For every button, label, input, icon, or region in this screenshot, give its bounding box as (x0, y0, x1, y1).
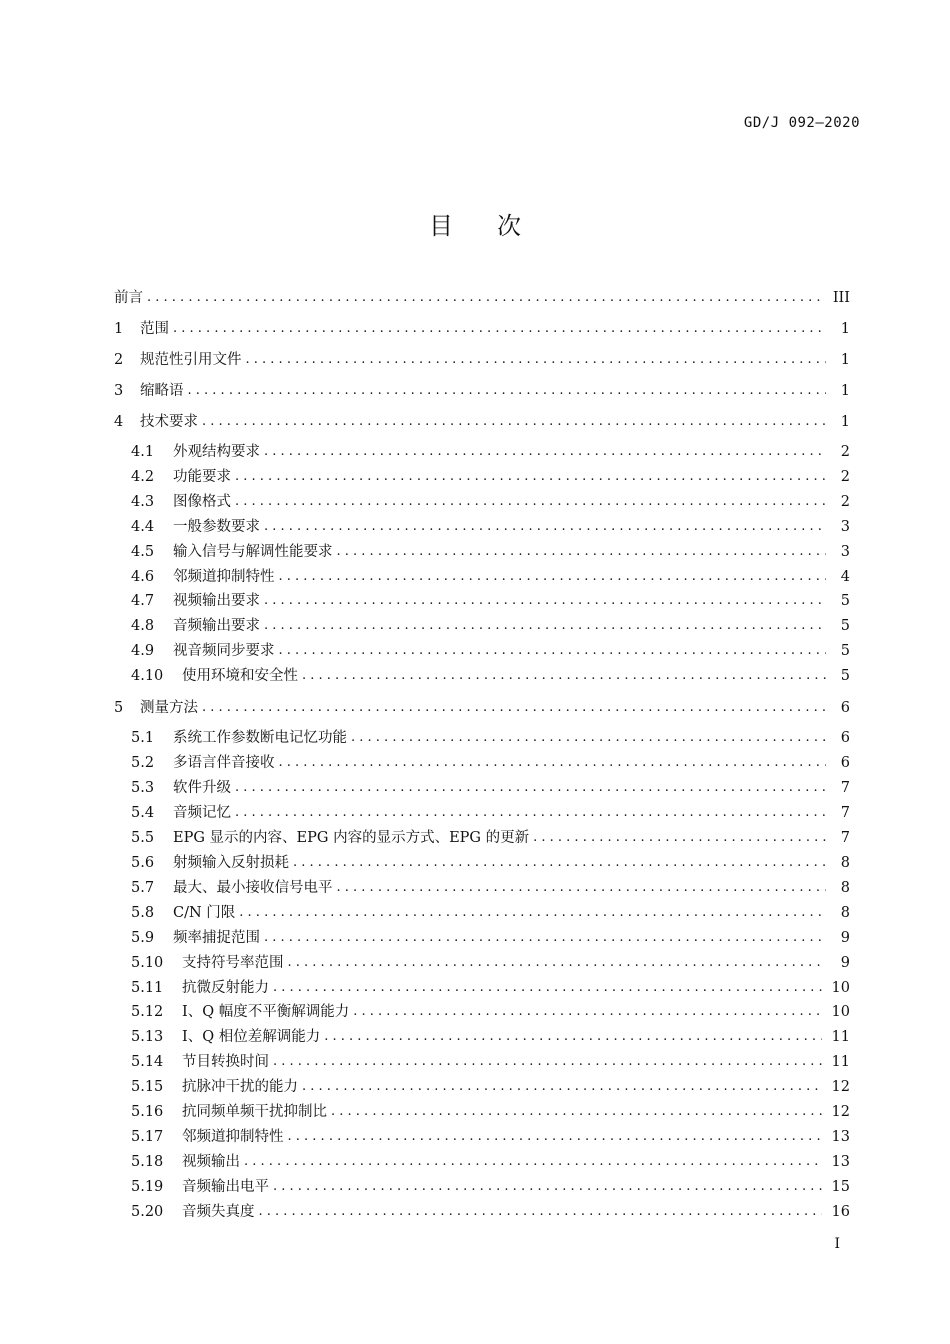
toc-entry-label: I、Q 幅度不平衡解调能力 (182, 1004, 350, 1021)
toc-entry-label: 范围 (140, 321, 169, 337)
dot-leader (173, 318, 826, 340)
toc-entry-page: 13 (831, 1154, 850, 1171)
dot-leader (288, 952, 827, 974)
toc-entry-number: 5.9 (131, 929, 155, 946)
toc-entry[interactable] (131, 977, 850, 999)
toc-entry-page: 4 (840, 568, 850, 585)
toc-entry[interactable] (131, 927, 850, 949)
toc-entry-label: 邻频道抑制特性 (182, 1129, 284, 1146)
toc-entry-number: 1 (114, 321, 124, 337)
toc-entry[interactable] (131, 466, 850, 488)
toc-entry[interactable] (131, 777, 850, 799)
toc-entry-number: 4.2 (131, 468, 155, 485)
toc-entry-page: 5 (840, 668, 850, 685)
dot-leader (293, 852, 826, 874)
dot-leader (353, 1001, 821, 1023)
toc-entry-page: 2 (840, 444, 850, 460)
toc-entry-page: 8 (840, 854, 850, 871)
toc-entry-number: 4.9 (131, 643, 155, 660)
toc-entry-page: 3 (840, 518, 850, 535)
toc-entry-label: 软件升级 (173, 779, 231, 796)
toc-entry-number: 5.1 (131, 730, 155, 746)
toc-entry-label: 抗脉冲干扰的能力 (182, 1079, 298, 1096)
toc-entry[interactable] (114, 287, 850, 309)
toc-entry-page: 16 (831, 1204, 850, 1221)
toc-entry-label: 抗同频单频干扰抑制比 (182, 1104, 327, 1121)
toc-entry[interactable] (131, 1151, 850, 1173)
toc-entry-number: 5.2 (131, 754, 155, 771)
toc-entry-number: 5.11 (131, 979, 164, 996)
dot-leader (235, 777, 826, 799)
toc-entry-label: I、Q 相位差解调能力 (182, 1029, 321, 1046)
dot-leader (235, 802, 826, 824)
page-title: 目次 (429, 212, 565, 240)
toc-entry[interactable] (131, 590, 850, 612)
dot-leader (279, 752, 827, 774)
toc-entry-number: 5 (114, 700, 124, 716)
toc-entry[interactable] (131, 727, 850, 749)
dot-leader (279, 640, 827, 662)
toc-entry-page: 10 (831, 979, 850, 996)
dot-leader (288, 1126, 822, 1148)
toc-entry-label: 射频输入反射损耗 (173, 854, 289, 871)
toc-entry-number: 2 (114, 352, 124, 368)
dot-leader (264, 590, 826, 612)
toc-entry-page: 7 (840, 804, 850, 821)
toc-entry-number: 5.6 (131, 854, 155, 871)
toc-entry-number: 4.4 (131, 518, 155, 535)
dot-leader (331, 1101, 822, 1123)
toc-entry-label: 最大、最小接收信号电平 (173, 879, 333, 896)
toc-entry-page: 2 (840, 493, 850, 510)
toc-entry-label: 音频输出要求 (173, 618, 260, 635)
toc-entry-page: 6 (840, 730, 850, 746)
toc-entry-label: 邻频道抑制特性 (173, 568, 275, 585)
toc-entry-page: III (832, 290, 850, 306)
toc-entry-page: 8 (840, 879, 850, 896)
toc-entry-page: 9 (840, 954, 850, 971)
toc-entry-number: 4.5 (131, 543, 155, 560)
toc-entry[interactable] (131, 566, 850, 588)
toc-entry[interactable] (131, 1176, 850, 1198)
toc-entry[interactable] (131, 1101, 850, 1123)
toc-entry-label: 节目转换时间 (182, 1054, 269, 1071)
dot-leader (279, 566, 827, 588)
dot-leader (246, 349, 827, 371)
dot-leader (351, 727, 826, 749)
toc-entry-page: 9 (840, 929, 850, 946)
dot-leader (244, 1151, 822, 1173)
toc-entry-page: 11 (831, 1029, 850, 1046)
toc-entry-label: 规范性引用文件 (140, 352, 242, 368)
toc-entry-page: 13 (831, 1129, 850, 1146)
toc-entry-number: 3 (114, 383, 124, 399)
dot-leader (337, 877, 827, 899)
toc-entry-number: 5.14 (131, 1054, 164, 1071)
toc-entry[interactable] (131, 1001, 850, 1023)
toc-entry-label: 功能要求 (173, 468, 231, 485)
dot-leader (202, 697, 826, 719)
dot-leader (264, 516, 826, 538)
toc-entry-number: 4.1 (131, 444, 155, 460)
toc-entry-page: 1 (840, 352, 850, 368)
toc-entry-label: 视频输出 (182, 1154, 240, 1171)
toc-entry-page: 6 (840, 754, 850, 771)
toc-entry-label: 技术要求 (140, 414, 198, 430)
toc-entry[interactable] (114, 697, 850, 719)
dot-leader (533, 827, 826, 849)
toc-entry-number: 4.6 (131, 568, 155, 585)
toc-entry-number: 4.3 (131, 493, 155, 510)
toc-entry[interactable] (131, 640, 850, 662)
toc-entry-label: 音频记忆 (173, 804, 231, 821)
dot-leader (302, 665, 826, 687)
toc-entry-number: 5.20 (131, 1204, 164, 1221)
toc-entry[interactable] (131, 441, 850, 463)
toc-entry-number: 5.3 (131, 779, 155, 796)
toc-entry[interactable] (131, 1051, 850, 1073)
toc-entry-page: 5 (840, 643, 850, 660)
toc-entry-page: 12 (831, 1079, 850, 1096)
toc-entry-label: 输入信号与解调性能要求 (173, 543, 333, 560)
toc-entry-label: 使用环境和安全性 (182, 668, 298, 685)
toc-entry[interactable] (114, 349, 850, 371)
toc-entry-number: 5.17 (131, 1129, 164, 1146)
toc-entry-number: 4.7 (131, 593, 155, 610)
toc-entry[interactable] (131, 827, 850, 849)
toc-entry-number: 5.5 (131, 829, 155, 846)
toc-entry-page: 1 (840, 383, 850, 399)
toc-entry[interactable] (131, 802, 850, 824)
toc-entry-label: 支持符号率范围 (182, 954, 284, 971)
toc-entry-page: 11 (831, 1054, 850, 1071)
dot-leader (273, 977, 822, 999)
dot-leader (264, 441, 826, 463)
page-number: I (834, 1236, 840, 1252)
dot-leader (273, 1176, 822, 1198)
dot-leader (324, 1026, 821, 1048)
toc-entry-number: 4.8 (131, 618, 155, 635)
toc-entry-page: 12 (831, 1104, 850, 1121)
toc-entry-label: 音频输出电平 (182, 1179, 269, 1196)
toc-entry-number: 4 (114, 414, 124, 430)
toc-entry-page: 3 (840, 543, 850, 560)
dot-leader (202, 411, 826, 433)
toc-entry[interactable] (131, 852, 850, 874)
toc-entry-label: 系统工作参数断电记忆功能 (173, 730, 347, 746)
toc-entry[interactable] (131, 1126, 850, 1148)
toc-entry[interactable] (131, 752, 850, 774)
toc-entry-number: 5.16 (131, 1104, 164, 1121)
toc-entry-number: 5.13 (131, 1029, 164, 1046)
dot-leader (259, 1201, 822, 1223)
dot-leader (235, 466, 826, 488)
toc-entry[interactable] (131, 615, 850, 637)
toc-entry-page: 1 (840, 414, 850, 430)
toc-entry-number: 5.15 (131, 1079, 164, 1096)
toc-entry-page: 1 (840, 321, 850, 337)
toc-entry[interactable] (131, 1076, 850, 1098)
toc-entry-page: 7 (840, 829, 850, 846)
toc-entry-label: 抗微反射能力 (182, 979, 269, 996)
toc-entry-page: 5 (840, 618, 850, 635)
toc-entry-label: 测量方法 (140, 700, 198, 716)
toc-entry-label: 前言 (114, 290, 143, 306)
toc-entry-page: 2 (840, 468, 850, 485)
toc-entry-page: 8 (840, 904, 850, 921)
toc-entry-label: 多语言伴音接收 (173, 754, 275, 771)
toc-entry-label: 一般参数要求 (173, 518, 260, 535)
toc-entry[interactable] (131, 877, 850, 899)
toc-entry[interactable] (131, 491, 850, 513)
dot-leader (337, 541, 827, 563)
dot-leader (302, 1076, 822, 1098)
toc-entry-label: 音频失真度 (182, 1204, 255, 1221)
toc-entry-label: 外观结构要求 (173, 444, 260, 460)
toc-entry[interactable] (114, 411, 850, 433)
dot-leader (188, 380, 827, 402)
toc-entry[interactable] (114, 380, 850, 402)
standard-code: GD/J 092—2020 (743, 115, 860, 131)
toc-entry-number: 5.12 (131, 1004, 164, 1021)
toc-entry[interactable] (131, 952, 850, 974)
toc-entry-page: 15 (831, 1179, 850, 1196)
toc-entry-page: 10 (831, 1004, 850, 1021)
toc-entry[interactable] (114, 318, 850, 340)
toc-entry[interactable] (131, 541, 850, 563)
toc-entry-number: 5.10 (131, 954, 164, 971)
toc-entry-label: 缩略语 (140, 383, 184, 399)
toc-entry-number: 5.18 (131, 1154, 164, 1171)
dot-leader (235, 491, 826, 513)
toc-entry-number: 5.7 (131, 879, 155, 896)
toc-entry-label: C/N 门限 (173, 904, 236, 921)
toc-entry-number: 5.19 (131, 1179, 164, 1196)
dot-leader (264, 615, 826, 637)
toc-entry-label: 频率捕捉范围 (173, 929, 260, 946)
toc-entry-label: 视频输出要求 (173, 593, 260, 610)
toc-entry-label: 视音频同步要求 (173, 643, 275, 660)
toc-entry[interactable] (131, 516, 850, 538)
toc-entry-number: 5.8 (131, 904, 155, 921)
toc-entry-page: 5 (840, 593, 850, 610)
toc-entry-page: 6 (840, 700, 850, 716)
toc-entry-number: 5.4 (131, 804, 155, 821)
toc-entry-number: 4.10 (131, 668, 164, 685)
dot-leader (147, 287, 823, 309)
dot-leader (264, 927, 826, 949)
dot-leader (273, 1051, 822, 1073)
toc-entry[interactable] (131, 902, 850, 924)
dot-leader (239, 902, 826, 924)
toc-entry[interactable] (131, 1026, 850, 1048)
toc-entry[interactable] (131, 665, 850, 687)
toc-entry-label: 图像格式 (173, 493, 231, 510)
toc-entry-page: 7 (840, 779, 850, 796)
toc-entry[interactable] (131, 1201, 850, 1223)
toc-entry-label: EPG 显示的内容、EPG 内容的显示方式、EPG 的更新 (173, 829, 530, 846)
